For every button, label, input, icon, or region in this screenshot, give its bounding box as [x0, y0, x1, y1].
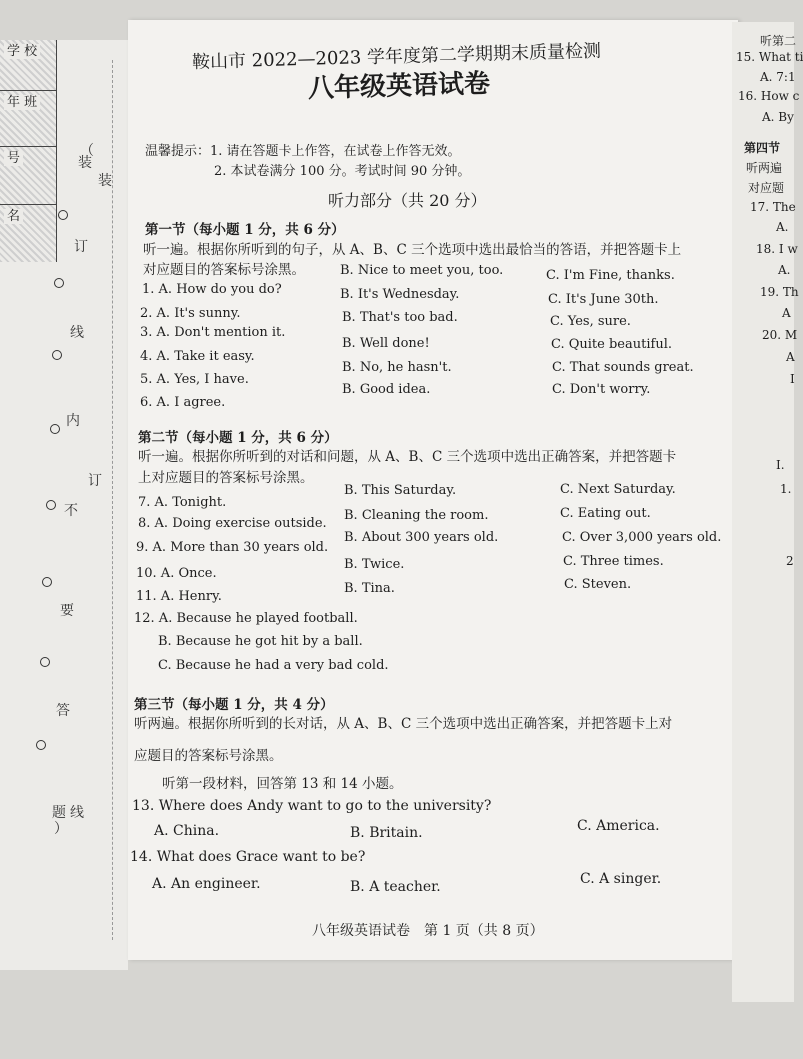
binding-hole [54, 278, 64, 288]
option-b: B. Britain. [350, 825, 423, 841]
option-c: C. Steven. [564, 577, 632, 592]
option-b: B. Twice. [344, 557, 405, 572]
binding-hole [40, 657, 50, 667]
binding-char: 订 [74, 239, 88, 255]
option-c: C. Over 3,000 years old. [562, 530, 722, 545]
option-b: B. No, he hasn't. [342, 360, 452, 375]
school-field: 学 校 [0, 40, 56, 68]
option-a: 3. A. Don't mention it. [140, 325, 286, 340]
peek-line: 1. [780, 482, 792, 496]
option-b: B. A teacher. [350, 879, 441, 895]
name-field: 名 [0, 204, 56, 232]
option-c: C. A singer. [580, 871, 662, 887]
class-field: 年 班 [0, 90, 56, 118]
option-a: A. China. [154, 823, 220, 839]
option-a: A. An engineer. [152, 876, 261, 892]
peek-line: 16. How c [738, 89, 800, 103]
option-c: C. Don't worry. [552, 382, 651, 397]
option-a: 8. A. Doing exercise outside. [138, 516, 327, 531]
binding-hole [52, 350, 62, 360]
binding-hole [58, 210, 68, 220]
peek-line: 第四节 [744, 141, 781, 155]
option-c: C. Quite beautiful. [551, 337, 672, 352]
option-c: C. It's June 30th. [548, 292, 659, 307]
option-a: 4. A. Take it easy. [140, 349, 255, 364]
section1-instruction: 对应题目的答案标号涂黑。 [143, 262, 305, 278]
option-a: 1. A. How do you do? [142, 282, 282, 297]
option-a: 11. A. Henry. [136, 589, 222, 604]
exam-title: 鞍山市 2022—2023 学年度第二学期期末质量检测 [191, 40, 602, 73]
option-b: B. It's Wednesday. [340, 287, 460, 302]
binding-char: 线 [70, 325, 84, 341]
binding-char: 不 [64, 503, 78, 519]
binding-char: 装 [98, 173, 112, 189]
tip-line-2: 2. 本试卷满分 100 分。考试时间 90 分钟。 [214, 164, 471, 179]
option-c: C. I'm Fine, thanks. [546, 268, 675, 283]
peek-line: 20. M [762, 328, 798, 342]
peek-line: 19. Th [760, 285, 799, 299]
option-c: C. Next Saturday. [560, 482, 676, 497]
binding-char: ） [54, 821, 68, 837]
section3-title: 第三节（每小题 1 分，共 4 分） [134, 697, 334, 713]
option-c: C. That sounds great. [552, 360, 694, 375]
binding-char: 订 [88, 473, 102, 489]
number-field: 号 [0, 146, 56, 174]
option-c: C. Three times. [563, 554, 664, 569]
option-c: C. America. [577, 818, 660, 834]
peek-line: A [786, 350, 795, 364]
option-a: 7. A. Tonight. [138, 495, 227, 510]
option-a: 2. A. It's sunny. [140, 306, 241, 321]
option-c: C. Eating out. [560, 506, 651, 521]
peek-line: A. By [762, 110, 794, 124]
question-stem: 14. What does Grace want to be? [130, 849, 366, 865]
student-info-box [0, 40, 57, 262]
peek-line: 18. I w [756, 242, 798, 256]
option-b: B. Because he got hit by a ball. [158, 634, 363, 649]
exam-subtitle: 八年级英语试卷 [307, 68, 491, 104]
peek-line: A. 7:1 [760, 70, 796, 84]
page-footer: 八年级英语试卷 第 1 页（共 8 页） [312, 923, 544, 939]
option-a: 9. A. More than 30 years old. [136, 540, 329, 555]
next-page-edge [732, 22, 803, 1002]
option-a: 12. A. Because he played football. [134, 611, 358, 626]
binding-hole [50, 424, 60, 434]
peek-line: 对应题 [748, 181, 785, 195]
part-heading: 听力部分（共 20 分） [328, 191, 487, 210]
option-c: C. Because he had a very bad cold. [158, 658, 389, 673]
option-b: B. Cleaning the room. [344, 508, 489, 523]
question-stem: 13. Where does Andy want to go to the university? [132, 798, 492, 814]
option-b: B. Tina. [344, 581, 395, 596]
binding-hole [36, 740, 46, 750]
peek-line: I [790, 372, 795, 386]
tip-line-1: 温馨提示：1. 请在答题卡上作答，在试卷上作答无效。 [145, 144, 461, 159]
peek-line: 听第二 [760, 34, 797, 48]
section3-instruction: 听两遍。根据你所听到的长对话，从 A、B、C 三个选项中选出正确答案，并把答题卡上对 [134, 716, 673, 732]
binding-char: 答 [56, 703, 70, 719]
option-b: B. Good idea. [342, 382, 431, 397]
binding-hole [46, 500, 56, 510]
binding-char: 线 [70, 805, 84, 821]
binding-char: （ [80, 143, 94, 159]
option-c: C. Yes, sure. [550, 314, 631, 329]
option-b: B. Well done! [342, 336, 430, 351]
option-b: B. That's too bad. [342, 310, 458, 325]
option-a: 5. A. Yes, I have. [140, 372, 249, 387]
peek-line: A. [776, 220, 789, 234]
option-b: B. Nice to meet you, too. [340, 263, 504, 278]
peek-line: 2 [786, 554, 794, 568]
section1-instruction: 听一遍。根据你所听到的句子，从 A、B、C 三个选项中选出最恰当的答语，并把答题卡上 [143, 242, 682, 258]
peek-line: A. [778, 263, 791, 277]
binding-char: 装 [78, 155, 92, 171]
section2-instruction: 听一遍。根据你所听到的对话和问题，从 A、B、C 三个选项中选出正确答案，并把答题卡 [138, 449, 677, 465]
peek-line: A [782, 306, 791, 320]
binding-char: 题 [52, 805, 66, 821]
binding-char: 内 [66, 413, 80, 429]
peek-line: I. [776, 458, 785, 472]
option-a: 6. A. I agree. [140, 395, 226, 410]
peek-line: 15. What ti [736, 50, 803, 64]
section3-instruction: 应题目的答案标号涂黑。 [134, 748, 283, 764]
option-a: 10. A. Once. [136, 566, 217, 581]
peek-line: 听两遍 [746, 161, 783, 175]
binding-char: 要 [60, 603, 74, 619]
option-b: B. About 300 years old. [344, 530, 499, 545]
section2-instruction: 上对应题目的答案标号涂黑。 [138, 470, 314, 486]
peek-line: 17. The [750, 200, 796, 214]
binding-hole [42, 577, 52, 587]
binding-cut-line [112, 60, 113, 940]
material-note: 听第一段材料，回答第 13 和 14 小题。 [162, 776, 403, 792]
section1-title: 第一节（每小题 1 分，共 6 分） [145, 222, 345, 238]
section2-title: 第二节（每小题 1 分，共 6 分） [138, 430, 338, 446]
option-b: B. This Saturday. [344, 483, 457, 498]
